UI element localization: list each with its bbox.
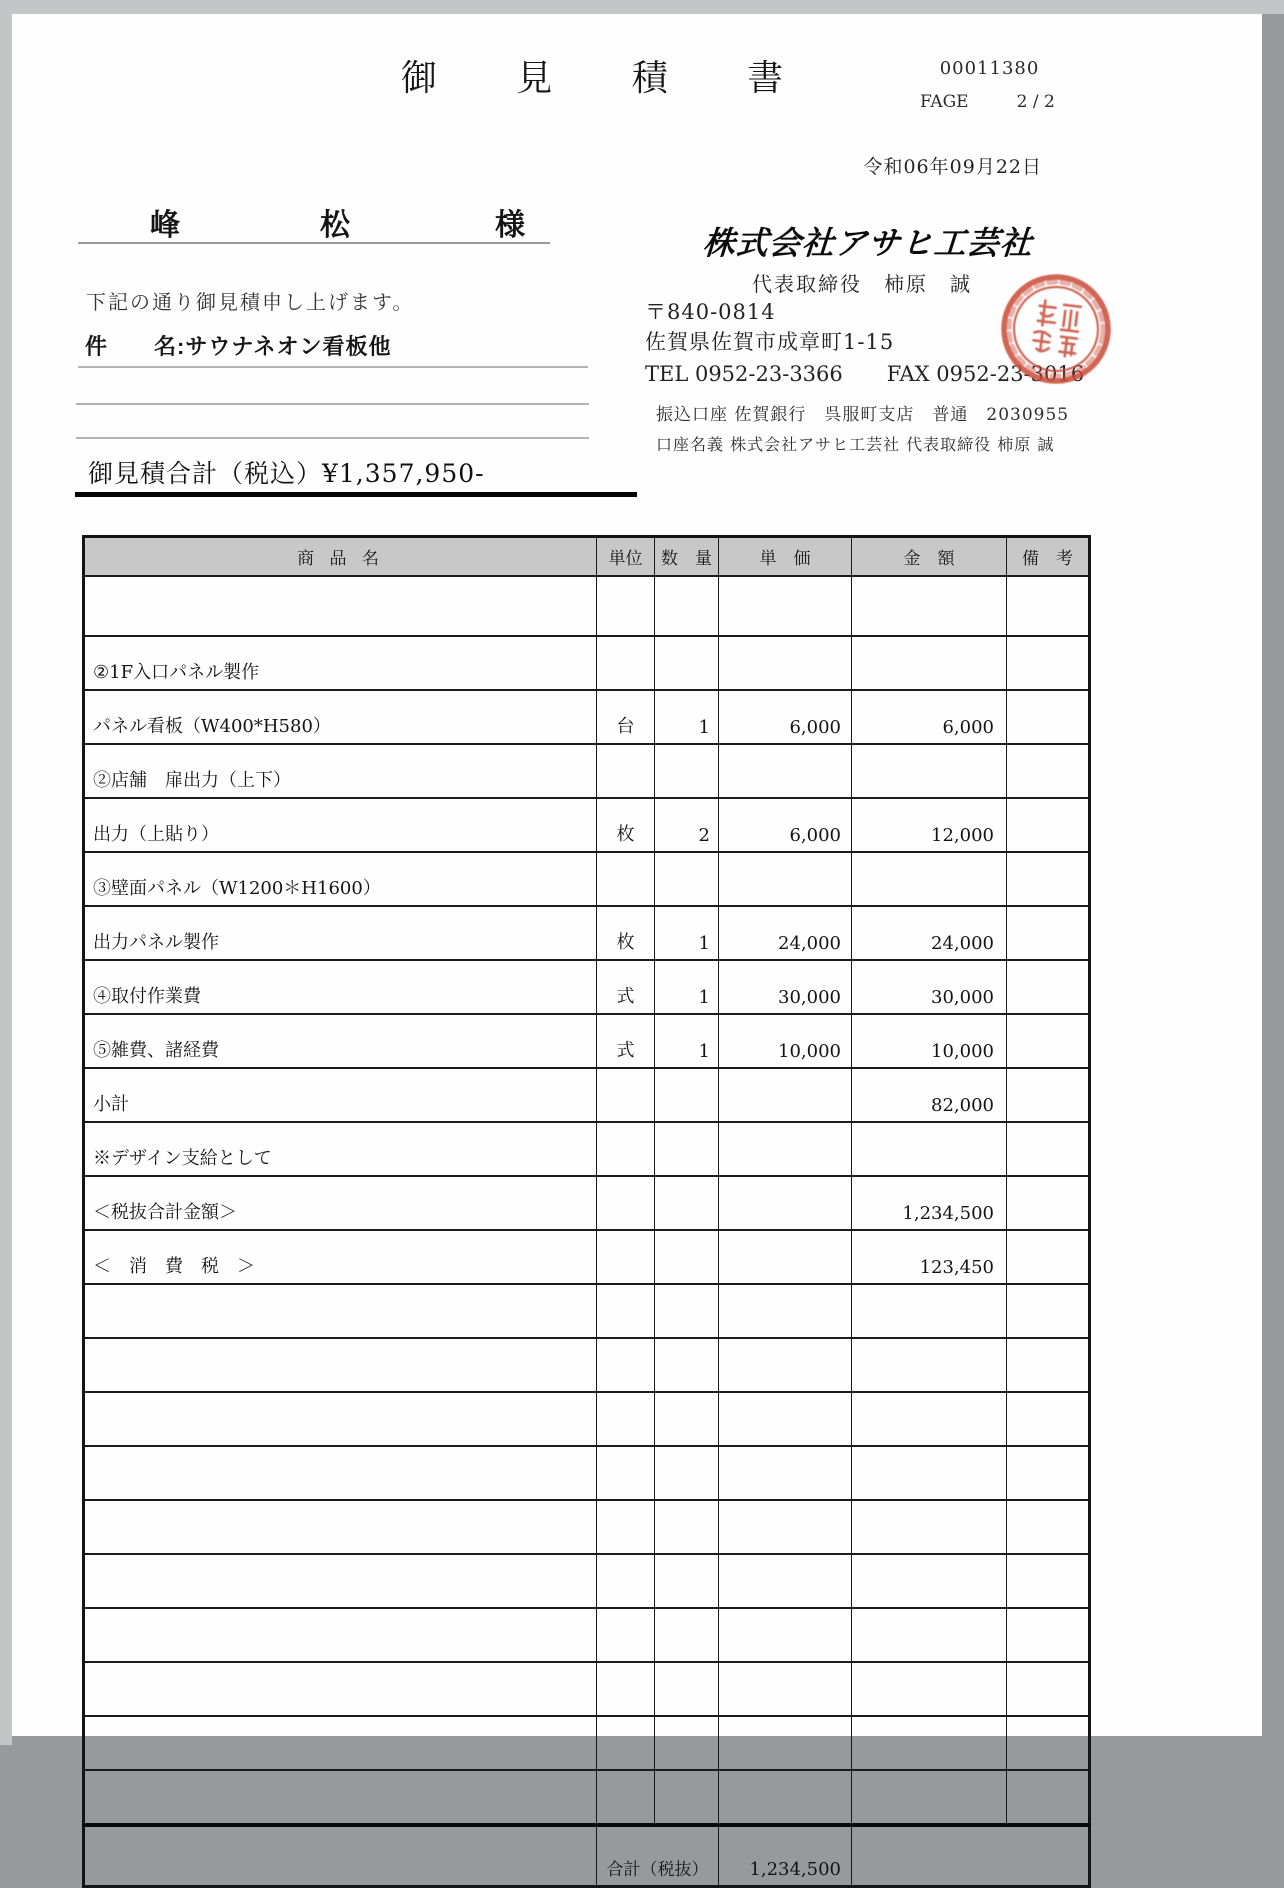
table-header bbox=[84, 537, 1090, 577]
footer-total-label: 合計（税抜） bbox=[597, 1825, 719, 1887]
cell-unit-price bbox=[719, 1176, 852, 1230]
items-body bbox=[84, 576, 1090, 1825]
cell-amount bbox=[852, 852, 1007, 906]
cell-unit-price bbox=[719, 1770, 852, 1825]
table-row bbox=[84, 1392, 1090, 1446]
cell-unit bbox=[597, 1338, 655, 1392]
table-row bbox=[84, 1716, 1090, 1770]
company-bank-info: 振込口座 佐賀銀行 呉服町支店 普通 2030955 bbox=[656, 405, 1070, 425]
customer-underline bbox=[78, 242, 550, 244]
cell-item-name: ④取付作業費 bbox=[84, 960, 597, 1014]
table-row bbox=[84, 1068, 1090, 1122]
cell-unit-price bbox=[719, 1554, 852, 1608]
company-seal-icon bbox=[999, 272, 1113, 386]
cell-quantity bbox=[655, 744, 719, 798]
cell-unit bbox=[597, 1608, 655, 1662]
cell-unit bbox=[597, 1500, 655, 1554]
cell-quantity: 1 bbox=[655, 960, 719, 1014]
viewer-edge-top bbox=[0, 0, 1284, 14]
cell-item-name: ②1F入口パネル製作 bbox=[84, 636, 597, 690]
cell-item-name bbox=[84, 1554, 597, 1608]
cell-note bbox=[1007, 744, 1090, 798]
cell-unit bbox=[597, 636, 655, 690]
greeting-text: 下記の通り御見積申し上げます。 bbox=[86, 290, 415, 314]
cell-amount: 6,000 bbox=[852, 690, 1007, 744]
company-representative: 代表取締役 柿原 誠 bbox=[752, 272, 972, 296]
cell-amount bbox=[852, 1284, 1007, 1338]
table-row bbox=[84, 1122, 1090, 1176]
subject-line: 件 名:サウナネオン看板他 bbox=[85, 334, 392, 359]
cell-note bbox=[1007, 576, 1090, 636]
cell-note bbox=[1007, 1230, 1090, 1284]
cell-unit-price bbox=[719, 1230, 852, 1284]
cell-amount bbox=[852, 1608, 1007, 1662]
cell-amount: 123,450 bbox=[852, 1230, 1007, 1284]
cell-quantity bbox=[655, 852, 719, 906]
cell-unit-price bbox=[719, 1122, 852, 1176]
cell-item-name bbox=[84, 1662, 597, 1716]
table-row bbox=[84, 960, 1090, 1014]
customer-honorific: 様 bbox=[495, 209, 525, 242]
table-row bbox=[84, 1770, 1090, 1825]
table-row bbox=[84, 636, 1090, 690]
cell-note bbox=[1007, 906, 1090, 960]
cell-quantity bbox=[655, 1770, 719, 1825]
cell-item-name: ＜ 消 費 税 ＞ bbox=[84, 1230, 597, 1284]
cell-unit-price bbox=[719, 576, 852, 636]
cell-item-name: パネル看板（W400*H580） bbox=[84, 690, 597, 744]
cell-quantity: 1 bbox=[655, 906, 719, 960]
cell-amount bbox=[852, 1500, 1007, 1554]
cell-note bbox=[1007, 1608, 1090, 1662]
page-indicator bbox=[920, 92, 1055, 112]
table-header-row bbox=[84, 537, 1090, 577]
cell-unit-price bbox=[719, 1662, 852, 1716]
cell-unit-price: 6,000 bbox=[719, 690, 852, 744]
cell-note bbox=[1007, 1554, 1090, 1608]
cell-amount bbox=[852, 1122, 1007, 1176]
cell-note bbox=[1007, 1770, 1090, 1825]
cell-amount bbox=[852, 1770, 1007, 1825]
cell-item-name bbox=[84, 1338, 597, 1392]
subject-underline-2 bbox=[76, 403, 589, 405]
header-unit-price: 単 価 bbox=[719, 537, 852, 577]
cell-unit-price bbox=[719, 1284, 852, 1338]
cell-quantity bbox=[655, 1122, 719, 1176]
subject-underline-1 bbox=[78, 366, 588, 368]
cell-amount bbox=[852, 744, 1007, 798]
cell-note bbox=[1007, 1500, 1090, 1554]
cell-note bbox=[1007, 1716, 1090, 1770]
cell-unit: 台 bbox=[597, 690, 655, 744]
cell-amount bbox=[852, 1554, 1007, 1608]
cell-unit bbox=[597, 1392, 655, 1446]
cell-item-name: 小計 bbox=[84, 1068, 597, 1122]
cell-unit bbox=[597, 1770, 655, 1825]
cell-note bbox=[1007, 1446, 1090, 1500]
cell-unit bbox=[597, 1554, 655, 1608]
table-row bbox=[84, 576, 1090, 636]
cell-item-name: ※デザイン支給として bbox=[84, 1122, 597, 1176]
cell-unit-price bbox=[719, 1068, 852, 1122]
cell-note bbox=[1007, 1068, 1090, 1122]
table-row bbox=[84, 1176, 1090, 1230]
cell-unit-price bbox=[719, 1446, 852, 1500]
company-name: 株式会社アサヒ工芸社 bbox=[701, 225, 1035, 261]
cell-note bbox=[1007, 1284, 1090, 1338]
cell-note bbox=[1007, 636, 1090, 690]
company-tel: TEL 0952-23-3366 bbox=[645, 362, 843, 386]
company-fax: FAX 0952-23-3016 bbox=[886, 362, 1085, 386]
grand-total-underline bbox=[75, 492, 637, 497]
cell-quantity bbox=[655, 636, 719, 690]
viewer-edge-left bbox=[0, 0, 12, 1745]
table-row bbox=[84, 1230, 1090, 1284]
footer-empty-right bbox=[852, 1825, 1090, 1887]
cell-unit-price: 30,000 bbox=[719, 960, 852, 1014]
cell-note bbox=[1007, 798, 1090, 852]
cell-item-name: ＜税抜合計金額＞ bbox=[84, 1176, 597, 1230]
total-row bbox=[84, 1825, 1090, 1887]
cell-unit-price bbox=[719, 1500, 852, 1554]
cell-unit-price bbox=[719, 1338, 852, 1392]
cell-item-name bbox=[84, 1716, 597, 1770]
header-unit: 単位 bbox=[597, 537, 655, 577]
cell-quantity bbox=[655, 576, 719, 636]
table-row bbox=[84, 1446, 1090, 1500]
cell-unit: 式 bbox=[597, 960, 655, 1014]
cell-note bbox=[1007, 690, 1090, 744]
cell-item-name bbox=[84, 1392, 597, 1446]
cell-quantity bbox=[655, 1338, 719, 1392]
cell-amount bbox=[852, 1446, 1007, 1500]
table-row bbox=[84, 798, 1090, 852]
cell-note bbox=[1007, 1122, 1090, 1176]
cell-item-name: ③壁面パネル（W1200＊H1600） bbox=[84, 852, 597, 906]
header-item-name: 商 品 名 bbox=[84, 537, 597, 577]
footer-empty-left bbox=[84, 1825, 597, 1887]
cell-amount bbox=[852, 1392, 1007, 1446]
cell-item-name bbox=[84, 576, 597, 636]
cell-item-name: 出力（上貼り） bbox=[84, 798, 597, 852]
cell-unit: 枚 bbox=[597, 798, 655, 852]
cell-quantity bbox=[655, 1716, 719, 1770]
header-note: 備 考 bbox=[1007, 537, 1090, 577]
cell-quantity bbox=[655, 1554, 719, 1608]
table-row bbox=[84, 1338, 1090, 1392]
subject-underline-3 bbox=[76, 437, 589, 439]
cell-amount bbox=[852, 1338, 1007, 1392]
cell-amount bbox=[852, 636, 1007, 690]
footer-total-value: 1,234,500 bbox=[719, 1825, 852, 1887]
table-row bbox=[84, 1662, 1090, 1716]
cell-item-name: ⑤雑費、諸経費 bbox=[84, 1014, 597, 1068]
cell-amount bbox=[852, 1716, 1007, 1770]
table-row bbox=[84, 1284, 1090, 1338]
cell-quantity: 1 bbox=[655, 690, 719, 744]
header-amount: 金 額 bbox=[852, 537, 1007, 577]
cell-item-name bbox=[84, 1500, 597, 1554]
cell-unit-price bbox=[719, 1392, 852, 1446]
cell-quantity bbox=[655, 1068, 719, 1122]
cell-unit bbox=[597, 576, 655, 636]
cell-quantity bbox=[655, 1230, 719, 1284]
cell-item-name bbox=[84, 1284, 597, 1338]
page-value: 2 / 2 bbox=[1016, 92, 1055, 112]
cell-quantity bbox=[655, 1284, 719, 1338]
cell-note bbox=[1007, 960, 1090, 1014]
cell-note bbox=[1007, 1338, 1090, 1392]
cell-unit bbox=[597, 852, 655, 906]
estimate-document-page bbox=[12, 14, 1262, 1880]
cell-note bbox=[1007, 1176, 1090, 1230]
company-account-name: 口座名義 株式会社アサヒ工芸社 代表取締役 柿原 誠 bbox=[656, 435, 1055, 454]
cell-item-name: 出力パネル製作 bbox=[84, 906, 597, 960]
cell-unit bbox=[597, 1068, 655, 1122]
cell-quantity: 1 bbox=[655, 1014, 719, 1068]
table-row bbox=[84, 1014, 1090, 1068]
cell-note bbox=[1007, 1662, 1090, 1716]
cell-unit-price bbox=[719, 636, 852, 690]
table-footer bbox=[84, 1825, 1090, 1887]
cell-amount bbox=[852, 1662, 1007, 1716]
customer-name-part: 峰 bbox=[150, 209, 180, 242]
cell-unit-price: 6,000 bbox=[719, 798, 852, 852]
cell-item-name bbox=[84, 1446, 597, 1500]
cell-quantity bbox=[655, 1500, 719, 1554]
document-number: 00011380 bbox=[939, 58, 1040, 79]
cell-quantity bbox=[655, 1446, 719, 1500]
cell-amount: 10,000 bbox=[852, 1014, 1007, 1068]
cell-unit: 枚 bbox=[597, 906, 655, 960]
cell-unit bbox=[597, 1284, 655, 1338]
table-row bbox=[84, 1608, 1090, 1662]
document-date: 令和06年09月22日 bbox=[863, 156, 1042, 178]
cell-quantity bbox=[655, 1662, 719, 1716]
page-label: FAGE bbox=[920, 92, 969, 112]
cell-amount bbox=[852, 576, 1007, 636]
cell-unit bbox=[597, 1230, 655, 1284]
cell-unit-price bbox=[719, 1608, 852, 1662]
cell-amount: 24,000 bbox=[852, 906, 1007, 960]
table-row bbox=[84, 852, 1090, 906]
header-quantity: 数 量 bbox=[655, 537, 719, 577]
cell-quantity bbox=[655, 1176, 719, 1230]
cell-unit-price bbox=[719, 1716, 852, 1770]
table-row bbox=[84, 1554, 1090, 1608]
grand-total-line: 御見積合計（税込）¥1,357,950- bbox=[88, 459, 485, 488]
table-row bbox=[84, 1500, 1090, 1554]
cell-amount: 12,000 bbox=[852, 798, 1007, 852]
cell-unit-price: 10,000 bbox=[719, 1014, 852, 1068]
cell-unit-price bbox=[719, 744, 852, 798]
cell-unit bbox=[597, 1122, 655, 1176]
cell-item-name: ②店舗 扉出力（上下） bbox=[84, 744, 597, 798]
table-row bbox=[84, 906, 1090, 960]
document-title: 御 見 積 書 bbox=[400, 58, 818, 99]
customer-name-part: 松 bbox=[320, 209, 350, 242]
cell-item-name bbox=[84, 1770, 597, 1825]
cell-unit bbox=[597, 744, 655, 798]
cell-quantity bbox=[655, 1392, 719, 1446]
cell-amount: 82,000 bbox=[852, 1068, 1007, 1122]
cell-quantity: 2 bbox=[655, 798, 719, 852]
cell-note bbox=[1007, 1014, 1090, 1068]
cell-unit-price bbox=[719, 852, 852, 906]
cell-unit bbox=[597, 1662, 655, 1716]
cell-unit-price: 24,000 bbox=[719, 906, 852, 960]
estimate-items-table bbox=[82, 535, 1091, 1888]
table-row bbox=[84, 744, 1090, 798]
table-row bbox=[84, 690, 1090, 744]
cell-unit bbox=[597, 1446, 655, 1500]
cell-note bbox=[1007, 1392, 1090, 1446]
company-postal-code: 〒840-0814 bbox=[645, 300, 776, 324]
cell-unit bbox=[597, 1176, 655, 1230]
cell-unit bbox=[597, 1716, 655, 1770]
cell-amount: 30,000 bbox=[852, 960, 1007, 1014]
customer-name bbox=[78, 192, 558, 242]
cell-amount: 1,234,500 bbox=[852, 1176, 1007, 1230]
cell-unit: 式 bbox=[597, 1014, 655, 1068]
company-address: 佐賀県佐賀市成章町1-15 bbox=[645, 330, 895, 354]
cell-item-name bbox=[84, 1608, 597, 1662]
cell-quantity bbox=[655, 1608, 719, 1662]
cell-note bbox=[1007, 852, 1090, 906]
